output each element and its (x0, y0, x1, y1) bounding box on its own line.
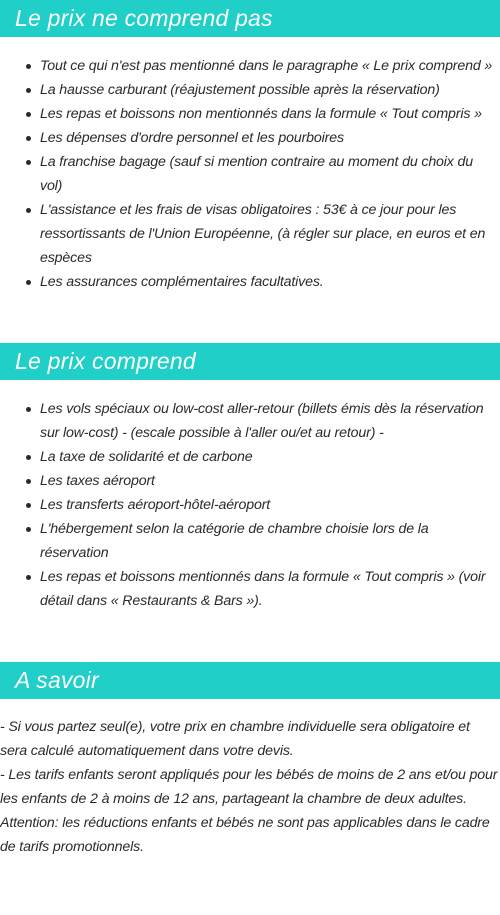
bullet-icon (26, 112, 31, 117)
list-item: Les vols spéciaux ou low-cost aller-retour (billets émis dès la réservation sur low-cost) - (escale possible à l'aller ou/et au retour) - (0, 397, 500, 445)
list-item: Les assurances complémentaires facultatives. (0, 270, 500, 294)
section-title: A savoir (15, 667, 99, 693)
bullet-icon (26, 479, 31, 484)
bullet-icon (26, 455, 31, 460)
list-item: L'hébergement selon la catégorie de chambre choisie lors de la réservation (0, 517, 500, 565)
bullet-icon (26, 208, 31, 213)
bullet-icon (26, 136, 31, 141)
list-item: Les taxes aéroport (0, 469, 500, 493)
section-info (0, 662, 500, 859)
list-item: Les dépenses d'ordre personnel et les pourboires (0, 126, 500, 150)
bullet-icon (26, 64, 31, 69)
section-header-not-included (0, 0, 500, 37)
list-item: Tout ce qui n'est pas mentionné dans le paragraphe « Le prix comprend » (0, 54, 500, 78)
not-included-list (0, 54, 500, 294)
bullet-icon (26, 503, 31, 508)
list-item: La franchise bagage (sauf si mention contraire au moment du choix du vol) (0, 150, 500, 198)
section-title: Le prix ne comprend pas (15, 5, 273, 31)
info-line: - Si vous partez seul(e), votre prix en chambre individuelle sera obligatoire et sera calculé automatiquement dans votre devis. (0, 719, 470, 759)
info-line: Attention: les réductions enfants et bébés ne sont pas applicables dans le cadre de tarifs promotionnels. (0, 815, 490, 855)
bullet-icon (26, 527, 31, 532)
info-text (0, 715, 500, 859)
list-item: Les repas et boissons non mentionnés dans la formule « Tout compris » (0, 102, 500, 126)
bullet-icon (26, 280, 31, 285)
section-included (0, 343, 500, 613)
list-item: Les transferts aéroport-hôtel-aéroport (0, 493, 500, 517)
list-item: La taxe de solidarité et de carbone (0, 445, 500, 469)
included-list (0, 397, 500, 613)
bullet-icon (26, 407, 31, 412)
section-title: Le prix comprend (15, 348, 196, 374)
list-item: L'assistance et les frais de visas obligatoires : 53€ à ce jour pour les ressortissants de l'Union Européenne, (à régler sur place, en euros et en espèces (0, 198, 500, 270)
section-header-info (0, 662, 500, 699)
bullet-icon (26, 88, 31, 93)
list-item: Les repas et boissons mentionnés dans la formule « Tout compris » (voir détail dans « Restaurants & Bars »). (0, 565, 500, 613)
bullet-icon (26, 160, 31, 165)
section-header-included (0, 343, 500, 380)
section-not-included (0, 0, 500, 294)
info-line: - Les tarifs enfants seront appliqués pour les bébés de moins de 2 ans et/ou pour les enfants de 2 à moins de 12 ans, partageant la chambre de deux adultes. (0, 767, 498, 807)
bullet-icon (26, 575, 31, 580)
list-item: La hausse carburant (réajustement possible après la réservation) (0, 78, 500, 102)
